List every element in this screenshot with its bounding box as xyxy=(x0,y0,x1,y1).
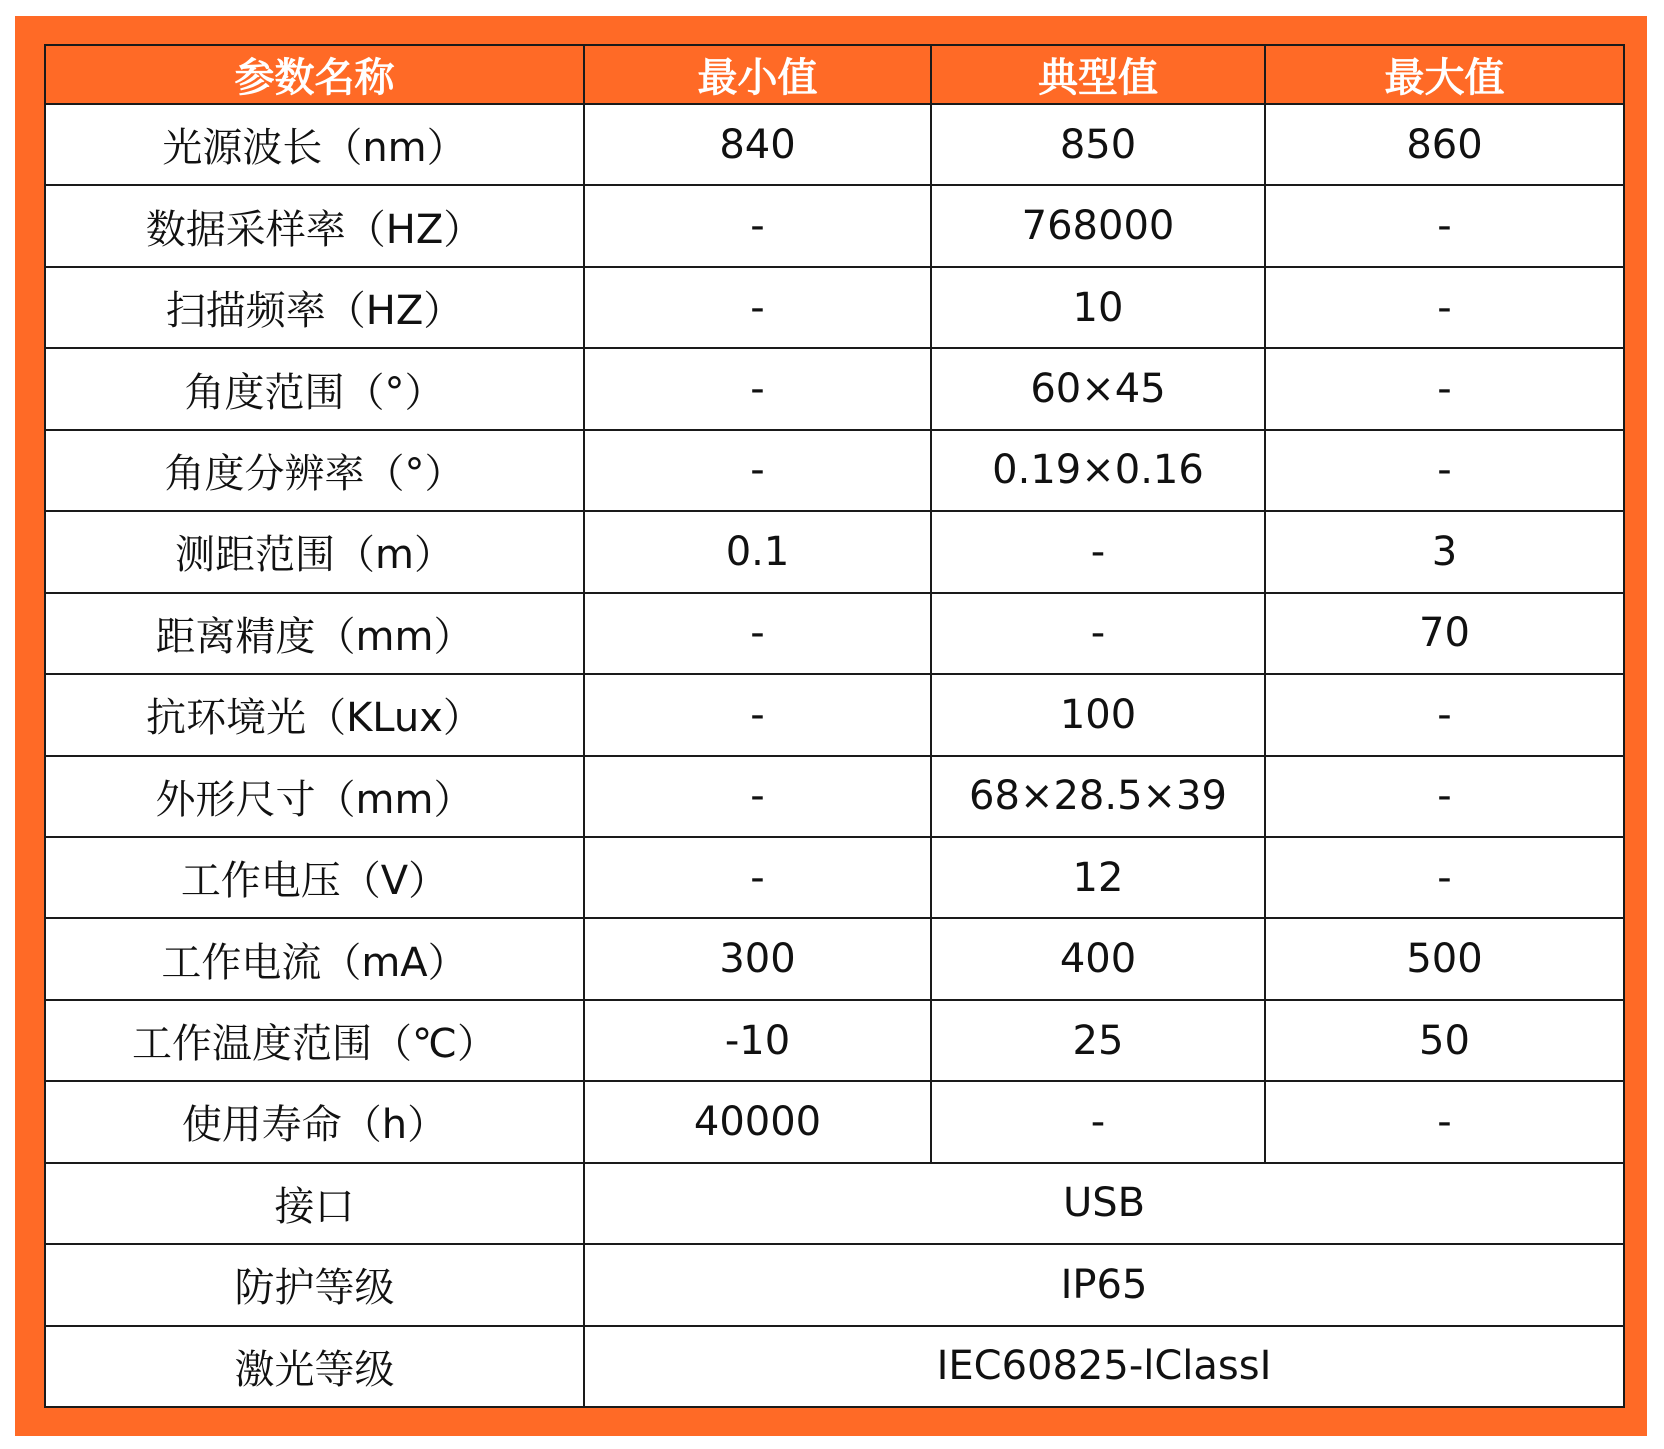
max-value-cell: 50 xyxy=(1265,1000,1624,1081)
table-row xyxy=(45,1244,1624,1325)
merged-value-cell: IEC60825-lClassI xyxy=(584,1326,1624,1407)
max-value-cell: 500 xyxy=(1265,918,1624,999)
header-min: 最小值 xyxy=(584,45,931,104)
param-name-cell: 角度分辨率（°） xyxy=(45,430,584,511)
typical-value-cell: 0.19×0.16 xyxy=(931,430,1265,511)
table-row xyxy=(45,674,1624,755)
spec-table xyxy=(44,44,1625,1408)
min-value-cell: - xyxy=(584,756,931,837)
max-value-cell: 3 xyxy=(1265,511,1624,592)
max-value-cell: - xyxy=(1265,674,1624,755)
typical-value-cell: 25 xyxy=(931,1000,1265,1081)
min-value-cell: - xyxy=(584,430,931,511)
typical-value-cell: 850 xyxy=(931,104,1265,185)
typical-value-cell: - xyxy=(931,1081,1265,1162)
merged-value-cell: USB xyxy=(584,1163,1624,1244)
table-row xyxy=(45,1326,1624,1407)
min-value-cell: 840 xyxy=(584,104,931,185)
max-value-cell: - xyxy=(1265,756,1624,837)
typical-value-cell: - xyxy=(931,593,1265,674)
header-row xyxy=(45,45,1624,104)
max-value-cell: - xyxy=(1265,348,1624,429)
max-value-cell: 860 xyxy=(1265,104,1624,185)
typical-value-cell: 12 xyxy=(931,837,1265,918)
merged-value-cell: IP65 xyxy=(584,1244,1624,1325)
typical-value-cell: 68×28.5×39 xyxy=(931,756,1265,837)
min-value-cell: - xyxy=(584,185,931,266)
header-param-name: 参数名称 xyxy=(45,45,584,104)
table-row xyxy=(45,918,1624,999)
param-name-cell: 数据采样率（HZ） xyxy=(45,185,584,266)
table-row xyxy=(45,837,1624,918)
typical-value-cell: 10 xyxy=(931,267,1265,348)
max-value-cell: - xyxy=(1265,267,1624,348)
max-value-cell: 70 xyxy=(1265,593,1624,674)
min-value-cell: - xyxy=(584,348,931,429)
min-value-cell: - xyxy=(584,593,931,674)
param-name-cell: 扫描频率（HZ） xyxy=(45,267,584,348)
typical-value-cell: - xyxy=(931,511,1265,592)
table-row xyxy=(45,267,1624,348)
max-value-cell: - xyxy=(1265,837,1624,918)
param-name-cell: 角度范围（°） xyxy=(45,348,584,429)
param-name-cell: 工作电流（mA） xyxy=(45,918,584,999)
param-name-cell: 光源波长（nm） xyxy=(45,104,584,185)
typical-value-cell: 60×45 xyxy=(931,348,1265,429)
typical-value-cell: 768000 xyxy=(931,185,1265,266)
param-name-cell: 接口 xyxy=(45,1163,584,1244)
header-max: 最大值 xyxy=(1265,45,1624,104)
param-name-cell: 激光等级 xyxy=(45,1326,584,1407)
min-value-cell: 40000 xyxy=(584,1081,931,1162)
min-value-cell: - xyxy=(584,674,931,755)
table-row xyxy=(45,430,1624,511)
param-name-cell: 工作温度范围（℃） xyxy=(45,1000,584,1081)
param-name-cell: 外形尺寸（mm） xyxy=(45,756,584,837)
min-value-cell: - xyxy=(584,267,931,348)
max-value-cell: - xyxy=(1265,1081,1624,1162)
param-name-cell: 测距范围（m） xyxy=(45,511,584,592)
min-value-cell: 300 xyxy=(584,918,931,999)
param-name-cell: 防护等级 xyxy=(45,1244,584,1325)
header-typical: 典型值 xyxy=(931,45,1265,104)
table-row xyxy=(45,348,1624,429)
typical-value-cell: 100 xyxy=(931,674,1265,755)
table-row xyxy=(45,1081,1624,1162)
table-row xyxy=(45,511,1624,592)
min-value-cell: -10 xyxy=(584,1000,931,1081)
max-value-cell: - xyxy=(1265,185,1624,266)
table-row xyxy=(45,756,1624,837)
param-name-cell: 抗环境光（KLux） xyxy=(45,674,584,755)
table-row xyxy=(45,1163,1624,1244)
typical-value-cell: 400 xyxy=(931,918,1265,999)
min-value-cell: - xyxy=(584,837,931,918)
min-value-cell: 0.1 xyxy=(584,511,931,592)
param-name-cell: 使用寿命（h） xyxy=(45,1081,584,1162)
param-name-cell: 距离精度（mm） xyxy=(45,593,584,674)
max-value-cell: - xyxy=(1265,430,1624,511)
table-row xyxy=(45,593,1624,674)
param-name-cell: 工作电压（V） xyxy=(45,837,584,918)
table-row xyxy=(45,1000,1624,1081)
table-row xyxy=(45,104,1624,185)
table-row xyxy=(45,185,1624,266)
